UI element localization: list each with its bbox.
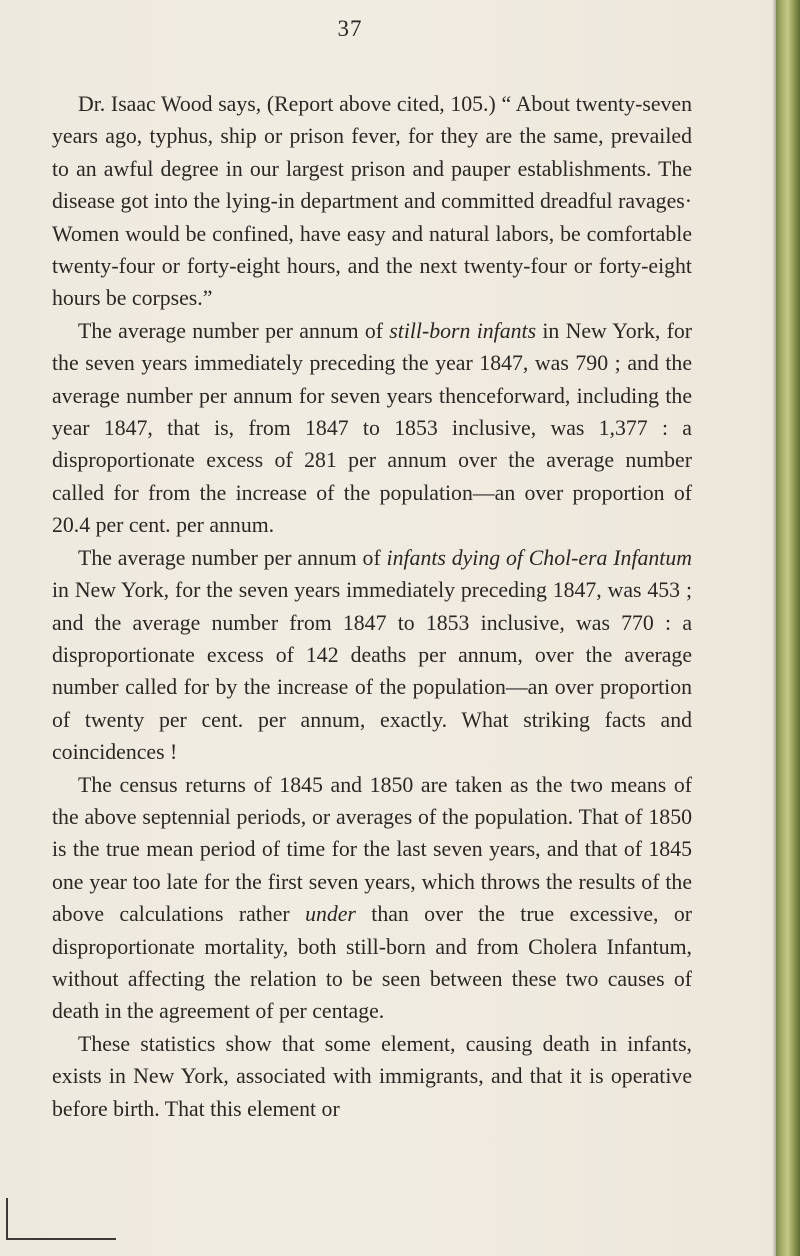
scan-corner-mark-vertical: [6, 1198, 8, 1240]
text-segment: Dr. Isaac Wood says, (Report above cited, 105.) “ About twenty-seven years ago, typhus, ship or prison fever, for they are the same, prevailed to an awful degree in our largest prison and pauper establishments. The disease got into the lying-in department and committed dreadful ravages· Women would be confined, have easy and natural labors, be comfortable twenty-four or forty-eight hours, and the next twenty-four or forty-eight hours be corpses.”: [52, 92, 692, 311]
text-segment: The average number per annum of: [78, 318, 390, 343]
italic-term: infants dying of Chol-era Infantum: [386, 545, 692, 570]
paragraph-5: [52, 1028, 692, 1125]
book-spine: [776, 0, 800, 1256]
text-segment: in New York, for the seven years immediately preceding 1847, was 453 ; and the average number from 1847 to 1853 inclusive, was 770 : a disproportionate excess of 142 deaths per annum, over the average number called for by the increase of the population—an over proportion of twenty per cent. per annum, exactly. What striking facts and coincidences !: [52, 578, 692, 765]
text-segment: These statistics show that some element, causing death in infants, exists in New York, associated with immigrants, and that it is operative before birth. That this element or: [52, 1031, 692, 1121]
text-segment: than over the true excessive, or disproportionate mortality, both still-born and from Cholera Infantum, without affecting the relation to be seen between these two causes of death in the agreement of per centage.: [52, 902, 693, 1024]
paragraph-1: [52, 88, 692, 315]
body-text: [52, 88, 692, 1125]
scan-corner-mark: [6, 1238, 116, 1240]
text-segment: The census returns of 1845 and 1850 are taken as the two means of the above septennial periods, or averages of the population. That of 1850 is the true mean period of time for the last seven years, and that of 1845 one year too late for the first seven years, which throws the results of the above calculations rather: [52, 772, 692, 927]
paragraph-4: [52, 769, 692, 1028]
paragraph-2: [52, 315, 692, 542]
text-segment: in New York, for the seven years immediately preceding the year 1847, was 790 ; and the average number per annum for seven years thenceforward, including the year 1847, that is, from 1847 to 1853 inclusive, was 1,377 : a disproportionate excess of 281 per annum over the average number called for from the increase of the population—an over proportion of 20.4 per cent. per annum.: [52, 318, 693, 538]
text-segment: The average number per annum of: [78, 545, 387, 570]
page-number: 37: [337, 16, 363, 41]
italic-term: still-born infants: [389, 318, 537, 343]
italic-term: under: [305, 902, 356, 927]
paragraph-3: [52, 542, 692, 769]
